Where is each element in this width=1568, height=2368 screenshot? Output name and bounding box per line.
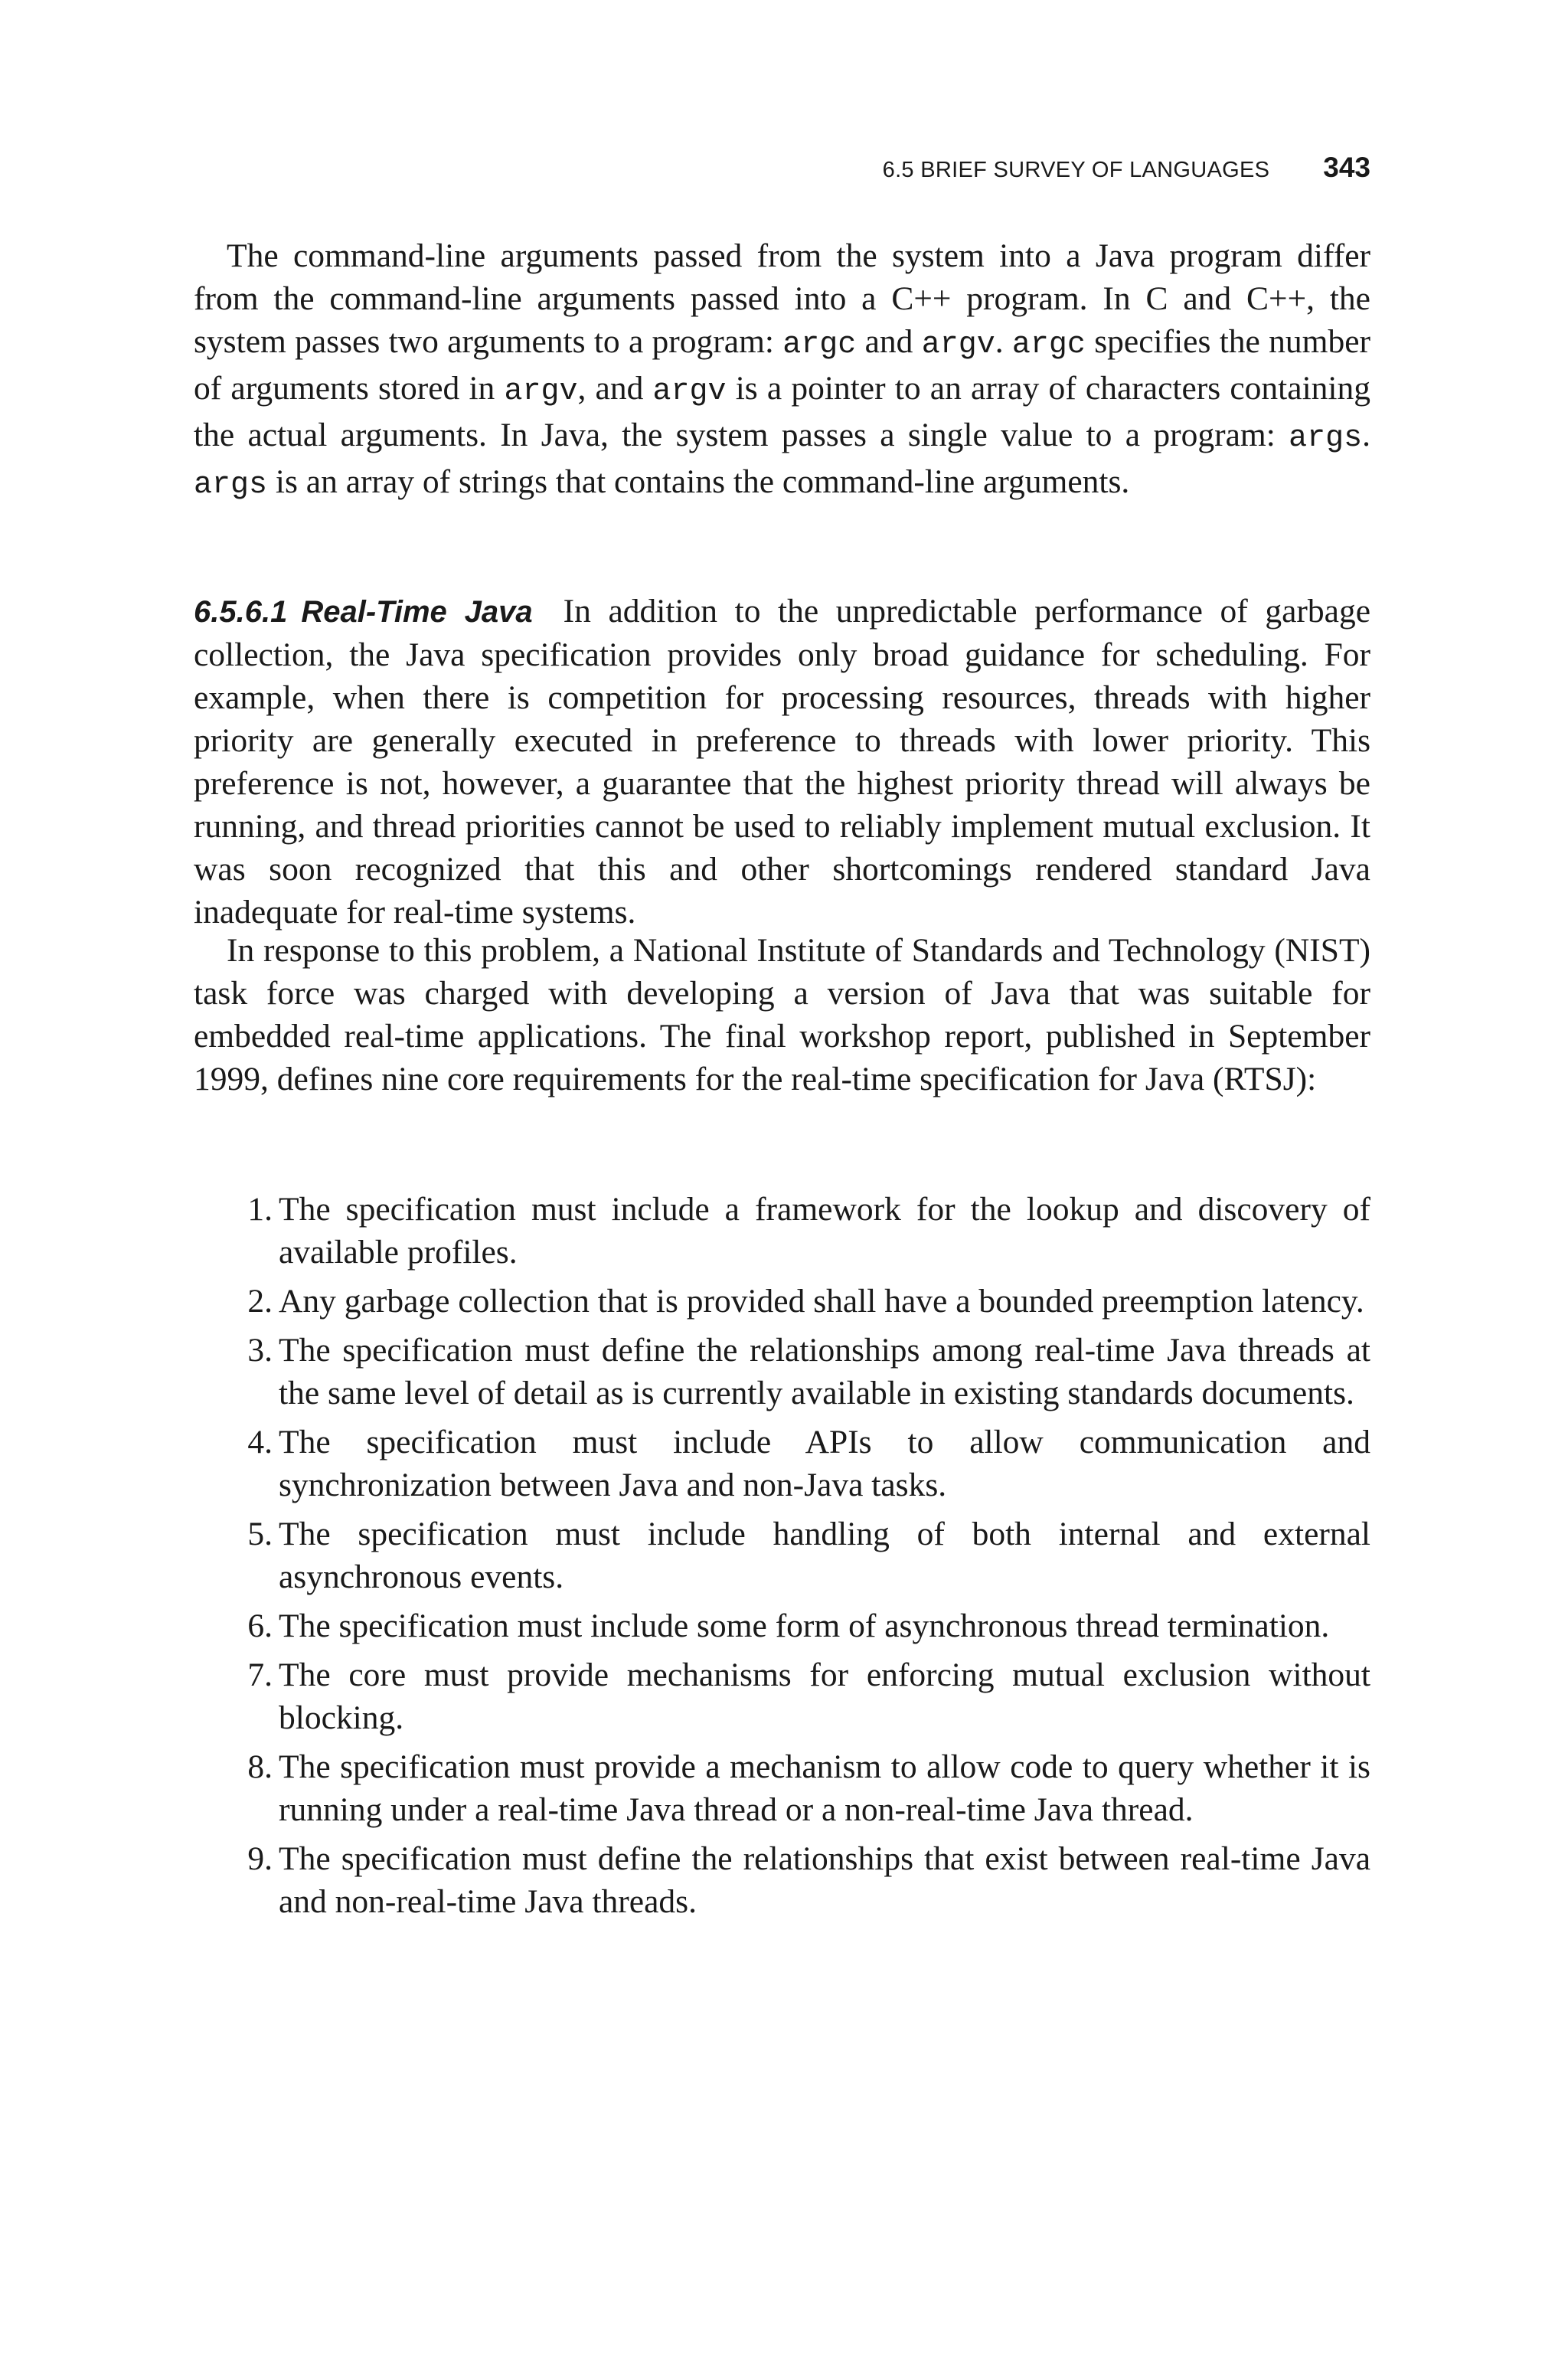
- list-item: [194, 1329, 1370, 1415]
- code-argv: argv: [921, 328, 995, 362]
- code-argc: argc: [782, 328, 857, 362]
- list-item: [194, 1280, 1370, 1323]
- list-item-number: 1.: [247, 1191, 273, 1228]
- list-item-number: 4.: [247, 1424, 273, 1460]
- list-item-number: 5.: [247, 1516, 273, 1552]
- list-item-number: 2.: [247, 1283, 273, 1320]
- list-item: [194, 1421, 1370, 1506]
- list-item-number: 6.: [247, 1608, 273, 1644]
- list-item-text: The specification must include APIs to allow communication and synchronization between Java and non-Java tasks.: [279, 1424, 1370, 1503]
- text-run: The command-line arguments passed from the system into a Java program differ from the command-line arguments passed into a C++ program. In C and C++, the system passes two arguments to a program:: [194, 237, 1370, 360]
- text-run: specifies the number of arguments stored in: [194, 323, 1371, 407]
- running-head-section: 6.5 BRIEF SURVEY OF LANGUAGES: [882, 158, 1270, 182]
- running-head: [766, 152, 1370, 198]
- list-item-text: The core must provide mechanisms for enforcing mutual exclusion without blocking.: [279, 1657, 1370, 1736]
- code-argc: argc: [1011, 328, 1086, 362]
- list-item-text: The specification must provide a mechanism to allow code to query whether it is running under a real-time Java thread or a non-real-time Java thread.: [279, 1748, 1370, 1828]
- text-run: is a pointer to an array of characters containing the actual arguments. In Java, the system passes a single value to a program:: [194, 370, 1370, 453]
- list-item-text: The specification must include some form of asynchronous thread termination.: [279, 1608, 1330, 1644]
- list-item: [194, 1604, 1370, 1647]
- subsection-text: In addition to the unpredictable performance of garbage collection, the Java specification provides only broad guidance for scheduling. For example, when there is competition for processing resources, threads with higher priority are generally executed in preference to threads with lower priority. This preference is not, however, a guarantee that the highest priority thread will always be running, and thread priorities cannot be used to reliably implement mutual exclusion. It was soon recognized that this and other shortcomings rendered standard Java inadequate for real-time systems.: [194, 593, 1371, 931]
- page-number: 343: [1323, 152, 1370, 183]
- text-run: is an array of strings that contains the command-line arguments.: [267, 463, 1130, 500]
- subsection-number: 6.5.6.1: [194, 595, 288, 629]
- code-args: args: [194, 468, 268, 502]
- code-args: args: [1289, 421, 1363, 456]
- list-item: [194, 1745, 1370, 1831]
- paragraph-text: In response to this problem, a National Institute of Standards and Technology (NIST) task force was charged with developing a version of Java that was suitable for embedded real-time applications. The final workshop report, published in September 1999, defines nine core requirements for the real-time specification for Java (RTSJ):: [194, 932, 1370, 1097]
- text-run: , and: [577, 370, 653, 407]
- list-item-number: 7.: [247, 1657, 273, 1693]
- text-run: .: [995, 323, 1012, 360]
- list-item-text: Any garbage collection that is provided shall have a bounded preemption latency.: [279, 1283, 1364, 1320]
- code-argv: argv: [652, 374, 727, 409]
- list-item: [194, 1188, 1370, 1274]
- list-item-text: The specification must include handling of both internal and external asynchronous events.: [279, 1516, 1370, 1595]
- list-item-text: The specification must define the relationships among real-time Java threads at the same level of detail as is currently available in existing standards documents.: [279, 1332, 1370, 1411]
- list-item: [194, 1837, 1370, 1923]
- list-item-number: 8.: [247, 1748, 273, 1785]
- text-run: .: [1362, 417, 1370, 453]
- subsection-title: Real-Time Java: [301, 595, 533, 629]
- list-item: [194, 1653, 1370, 1739]
- list-item-number: 3.: [247, 1332, 273, 1369]
- requirements-list: [194, 1188, 1370, 1929]
- list-item-text: The specification must include a framework for the lookup and discovery of available profiles.: [279, 1191, 1370, 1271]
- paragraph-nist-task-force: [194, 929, 1370, 1101]
- subsection-real-time-java: [194, 590, 1370, 934]
- list-item: [194, 1513, 1370, 1598]
- paragraph-command-line-arguments: [194, 234, 1370, 507]
- text-run: and: [856, 323, 922, 360]
- code-argv: argv: [504, 374, 578, 409]
- list-item-number: 9.: [247, 1840, 273, 1877]
- list-item-text: The specification must define the relationships that exist between real-time Java and non-real-time Java threads.: [279, 1840, 1370, 1920]
